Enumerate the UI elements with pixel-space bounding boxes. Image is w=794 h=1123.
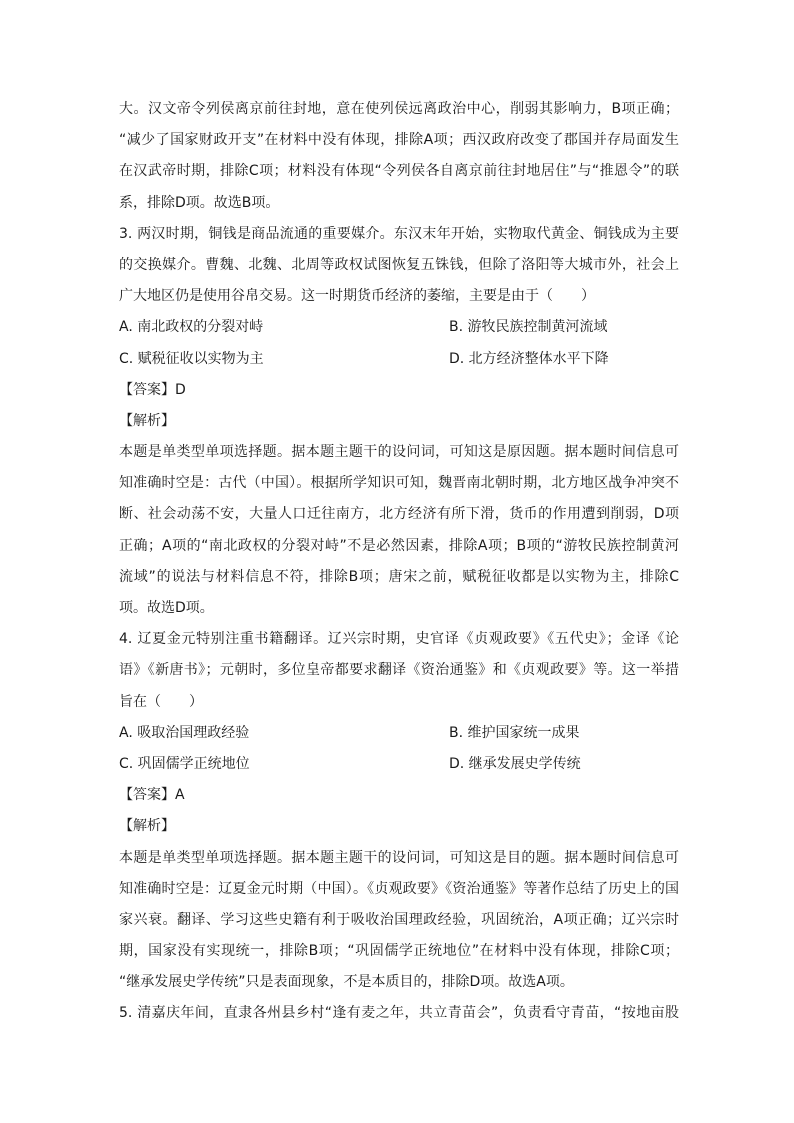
text-line: 本题是单类型单项选择题。据本题主题干的设问词，可知这是原因题。据本题时间信息可	[119, 444, 679, 461]
option-d: D. 北方经济整体水平下降	[449, 350, 609, 367]
options-row	[119, 344, 679, 375]
question-3	[119, 219, 679, 624]
text-line: 断、社会动荡不安，大量人口迁往南方，北方经济有所下滑，货币的作用遭到削弱，D项	[119, 506, 679, 523]
option-c: C. 赋税征收以实物为主	[119, 350, 264, 367]
analysis-label: 【解析】	[119, 818, 175, 835]
text-line: 期，国家没有实现统一，排除B项；“巩固儒学正统地位”在材料中没有体现，排除C项；	[119, 943, 679, 960]
answer-label: 【答案】D	[119, 381, 186, 398]
intro-paragraph	[119, 94, 679, 219]
question-5	[119, 998, 679, 1029]
text-line: 系，排除D项。故选B项。	[119, 194, 280, 211]
analysis-paragraph	[119, 843, 679, 999]
text-line: 知准确时空是：辽夏金元时期（中国）。《贞观政要》《资治通鉴》等著作总结了历史上的国	[119, 880, 679, 897]
question-stem-line: 的交换媒介。曹魏、北魏、北周等政权试图恢复五铢钱，但除了洛阳等大城市外，社会上	[119, 256, 679, 273]
question-4	[119, 624, 679, 998]
text-line: 项。故选D项。	[119, 600, 214, 616]
option-a: A. 吸取治国理政经验	[119, 724, 250, 741]
text-line: 知准确时空是：古代（中国）。根据所学知识可知，魏晋南北朝时期，北方地区战争冲突不	[119, 475, 679, 492]
question-stem-line: 广大地区仍是使用谷帛交易。这一时期货币经济的萎缩，主要是由于（ ）	[119, 288, 595, 305]
option-d: D. 继承发展史学传统	[449, 755, 581, 772]
analysis-paragraph	[119, 437, 679, 624]
text-line: 流域”的说法与材料信息不符，排除B项；唐宋之前，赋税征收都是以实物为主，排除C	[119, 568, 679, 585]
analysis-label: 【解析】	[119, 412, 175, 429]
text-line: 正确；A项的“南北政权的分裂对峙”不是必然因素，排除A项；B项的“游牧民族控制黄河	[119, 537, 679, 554]
question-stem-line: 3. 两汉时期，铜钱是商品流通的重要媒介。东汉末年开始，实物取代黄金、铜钱成为主要	[119, 225, 679, 242]
text-line: “继承发展史学传统”只是表面现象，不是本质目的，排除D项。故选A项。	[119, 974, 574, 991]
question-stem-line: 4. 辽夏金元特别注重书籍翻译。辽兴宗时期，史官译《贞观政要》《五代史》；金译《论	[119, 631, 679, 648]
text-line: 家兴衰。翻译、学习这些史籍有利于吸收治国理政经验，巩固统治，A项正确；辽兴宗时	[119, 911, 679, 928]
question-stem-line: 旨在（ ）	[119, 693, 203, 710]
option-b: B. 维护国家统一成果	[449, 724, 580, 741]
option-c: C. 巩固儒学正统地位	[119, 755, 250, 772]
text-line: 本题是单类型单项选择题。据本题主题干的设问词，可知这是目的题。据本题时间信息可	[119, 849, 679, 866]
document-page	[119, 94, 679, 1030]
options-row	[119, 312, 679, 343]
options-row	[119, 718, 679, 749]
text-line: 在汉武帝时期，排除C项；材料没有体现“令列侯各自离京前往封地居住”与“推恩令”的联	[119, 163, 679, 180]
question-stem-line: 5. 清嘉庆年间，直隶各州县乡村“逢有麦之年，共立青苗会”，负责看守青苗，“按地亩股	[119, 1005, 679, 1022]
options-row	[119, 749, 679, 780]
answer-label: 【答案】A	[119, 787, 185, 804]
option-b: B. 游牧民族控制黄河流域	[449, 319, 608, 336]
question-stem-line: 语》《新唐书》；元朝时，多位皇帝都要求翻译《资治通鉴》和《贞观政要》等。这一举措	[119, 662, 679, 679]
text-line: “减少了国家财政开支”在材料中没有体现，排除A项；西汉政府改变了郡国并存局面发生	[119, 132, 679, 149]
text-line: 大。汉文帝令列侯离京前往封地，意在使列侯远离政治中心，削弱其影响力，B项正确；	[119, 101, 679, 117]
option-a: A. 南北政权的分裂对峙	[119, 319, 264, 336]
